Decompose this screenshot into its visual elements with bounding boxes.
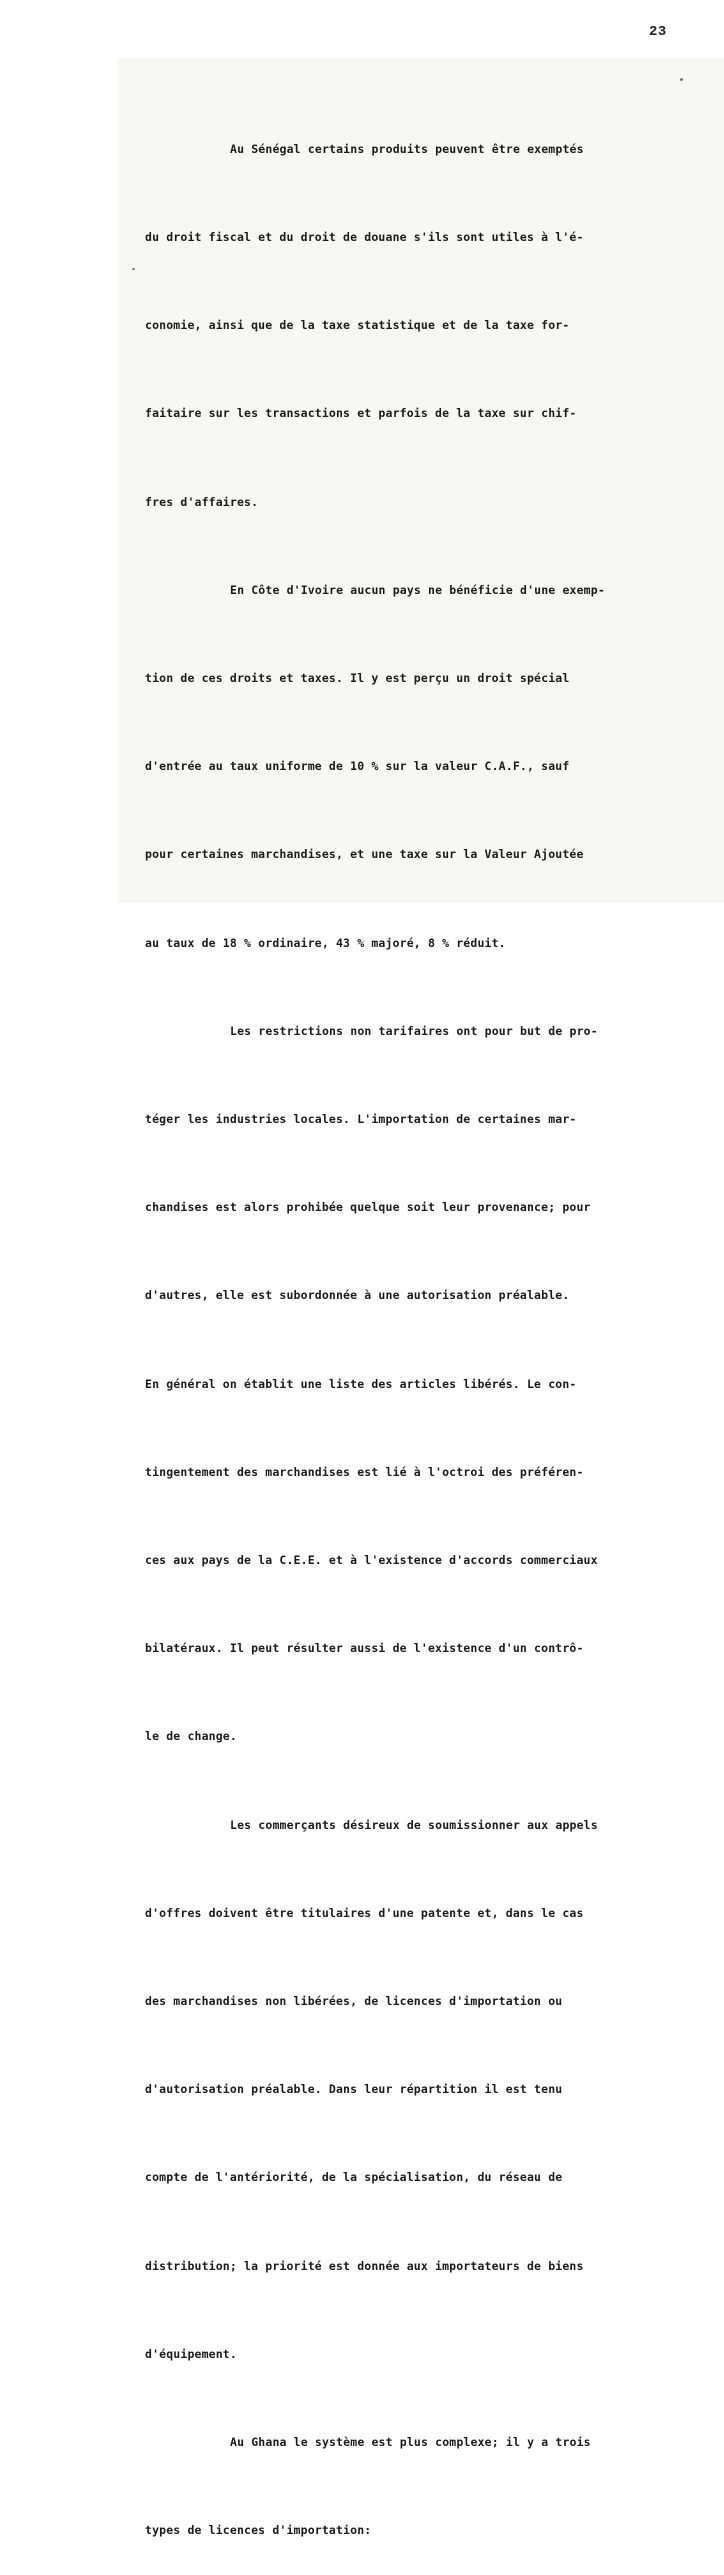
text-line: le de change. <box>145 1729 237 1744</box>
text-line: distribution; la priorité est donnée aux importateurs de biens <box>145 2258 584 2273</box>
text-line: Les restrictions non tarifaires ont pour but de pro- <box>230 1023 598 1038</box>
text-line: du droit fiscal et du droit de douane s'ils sont utiles à l'é- <box>145 230 584 245</box>
scan-speck <box>680 78 683 81</box>
text-line: En Côte d'Ivoire aucun pays ne bénéficie d'une exemp- <box>230 582 605 597</box>
text-line: tingentement des marchandises est lié à l'octroi des préféren- <box>145 1464 584 1479</box>
text-line: bilatéraux. Il peut résulter aussi de l'existence d'un contrô- <box>145 1641 584 1656</box>
text-line: Au Sénégal certains produits peuvent être exemptés <box>230 141 584 156</box>
text-line: téger les industries locales. L'importation de certaines mar- <box>145 1112 577 1127</box>
text-line: fres d'affaires. <box>145 494 259 509</box>
text-line: Les commerçants désireux de soumissionner aux appels <box>230 1817 598 1832</box>
text-line: au taux de 18 % ordinaire, 43 % majoré, 8 % réduit. <box>145 935 506 950</box>
text-line: types de licences d'importation: <box>145 2523 372 2538</box>
text-line: pour certaines marchandises, et une taxe sur la Valeur Ajoutée <box>145 847 584 862</box>
text-line: d'autorisation préalable. Dans leur répartition il est tenu <box>145 2082 563 2097</box>
text-line: conomie, ainsi que de la taxe statistique et de la taxe for- <box>145 318 570 333</box>
text-line: d'équipement. <box>145 2346 237 2361</box>
document-body <box>145 76 721 2575</box>
text-line: faitaire sur les transactions et parfois de la taxe sur chif- <box>145 406 577 421</box>
text-line: des marchandises non libérées, de licences d'importation ou <box>145 1994 563 2009</box>
text-line: d'autres, elle est subordonnée à une autorisation préalable. <box>145 1288 570 1303</box>
text-line: d'entrée au taux uniforme de 10 % sur la valeur C.A.F., sauf <box>145 759 570 774</box>
text-line: Au Ghana le système est plus complexe; il y a trois <box>230 2435 591 2450</box>
text-line: En général on établit une liste des articles libérés. Le con- <box>145 1376 577 1391</box>
text-line: ces aux pays de la C.E.E. et à l'existence d'accords commerciaux <box>145 1553 598 1568</box>
text-line: compte de l'antériorité, de la spécialisation, du réseau de <box>145 2170 563 2185</box>
page-number: 23 <box>649 24 667 40</box>
text-line: d'offres doivent être titulaires d'une patente et, dans le cas <box>145 1905 584 1920</box>
scan-speck <box>132 268 135 270</box>
text-line: tion de ces droits et taxes. Il y est perçu un droit spécial <box>145 671 570 686</box>
text-line: chandises est alors prohibée quelque soit leur provenance; pour <box>145 1200 591 1215</box>
